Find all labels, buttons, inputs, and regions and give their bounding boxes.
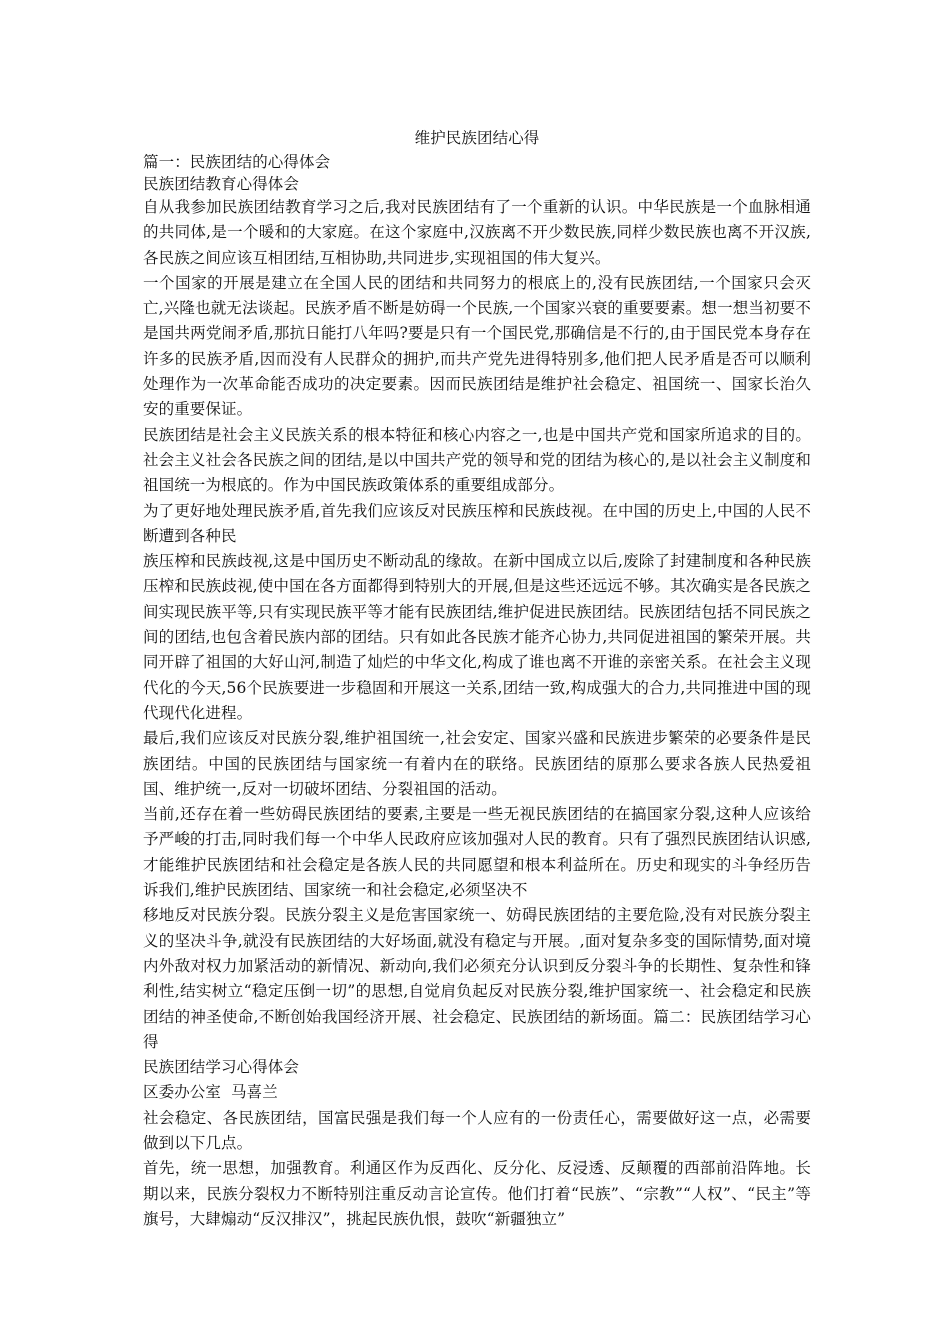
section2-subheading: 民族团结学习心得体会 [143, 1058, 300, 1077]
document-page [143, 127, 811, 1232]
paragraph: 自从我参加民族团结教育学习之后,我对民族团结有了一个重新的认识。中华民族是一个血脉相通的共同体,是一个暖和的大家庭。在这个家庭中,汉族离不开少数民族,同样少数民族也离不开汉族,各民族之间应该互相团结,互相协助,共同进步,实现祖国的伟大复兴。 [143, 198, 811, 267]
paragraph: 民族团结是社会主义民族关系的根本特征和核心内容之一,也是中国共产党和国家所追求的目的。社会主义社会各民族之间的团结,是以中国共产党的领导和党的团结为核心的,是以社会主义制度和祖国统一为根底的。作为中国民族政策体系的重要组成部分。 [143, 425, 811, 495]
paragraph: 移地反对民族分裂。民族分裂主义是危害国家统一、妨碍民族团结的主要危险,没有对民族分裂主义的坚决斗争,就没有民族团结的大好场面,就没有稳定与开展。,面对复杂多变的国际情势,面对境内外敌对权力加紧活动的新情况、新动向,我们必须充分认识到反分裂斗争的长期性、复杂性和锋利性,结实树立“稳定压倒一切”的思想,自觉肩负起反对民族分裂,维护国家统一、社会稳定和民族团结的神圣使命,不断创始我国经济开展、社会稳定、民族团结的新场面。篇二：民族团结学习心得 [143, 906, 811, 1051]
paragraph: 当前,还存在着一些妨碍民族团结的要素,主要是一些无视民族团结的在搞国家分裂,这种人应该给予严峻的打击,同时我们每一个中华人民政府应该加强对人民的教育。只有了强烈民族团结认识感,才能维护民族团结和社会稳定是各族人民的共同愿望和根本利益所在。历史和现实的斗争经历告诉我们,维护民族团结、国家统一和社会稳定,必须坚决不 [143, 805, 811, 900]
paragraph: 首先，统一思想，加强教育。利通区作为反西化、反分化、反浸透、反颠覆的西部前沿阵地。长期以来，民族分裂权力不断特别注重反动言论宣传。他们打着“民族”、“宗教”“人权”、“民主”等旗号，大肆煽动“反汉排汉”，挑起民族仇恨，鼓吹“新疆独立” [143, 1159, 811, 1228]
paragraph: 最后,我们应该反对民族分裂,维护祖国统一,社会安定、国家兴盛和民族进步繁荣的必要条件是民族团结。中国的民族团结与国家统一有着内在的联络。民族团结的原那么要求各族人民热爱祖国、维护统一,反对一切破坏团结、分裂祖国的活动。 [143, 729, 811, 798]
document-title: 维护民族团结心得 [414, 129, 540, 147]
section1-subheading: 民族团结教育心得体会 [143, 175, 300, 193]
section1-heading: 篇一：民族团结的心得体会 [143, 153, 331, 171]
paragraph: 为了更好地处理民族矛盾,首先我们应该反对民族压榨和民族歧视。在中国的历史上,中国的人民不断遭到各种民 [143, 501, 811, 545]
paragraph: 一个国家的开展是建立在全国人民的团结和共同努力的根底上的,没有民族团结,一个国家只会灭亡,兴隆也就无法谈起。民族矛盾不断是妨碍一个民族,一个国家兴衰的重要要素。想一想当初要不是国共两党闹矛盾,那抗日能打八年吗?要是只有一个国民党,那确信是不行的,由于国民党本身存在许多的民族矛盾,因而没有人民群众的拥护,而共产党先进得特别多,他们把人民矛盾是否可以顺利处理作为一次革命能否成功的决定要素。因而民族团结是维护社会稳定、祖国统一、国家长治久安的重要保证。 [143, 273, 811, 419]
paragraph: 族压榨和民族歧视,这是中国历史不断动乱的缘故。在新中国成立以后,废除了封建制度和各种民族压榨和民族歧视,使中国在各方面都得到特别大的开展,但是这些还远远不够。其次确实是各民族之间实现民族平等,只有实现民族平等才能有民族团结,维护促进民族团结。民族团结包括不同民族之间的团结,也包含着民族内部的团结。只有如此各民族才能齐心协力,共同促进祖国的繁荣开展。共同开辟了祖国的大好山河,制造了灿烂的中华文化,构成了谁也离不开谁的亲密关系。在社会主义现代化的今天,56个民族要进一步稳固和开展这一关系,团结一致,构成强大的合力,共同推进中国的现代现代化进程。 [143, 552, 811, 722]
author-line: 区委办公室 马喜兰 [143, 1083, 278, 1102]
paragraph: 社会稳定、各民族团结，国富民强是我们每一个人应有的一份责任心，需要做好这一点，必需要做到以下几点。 [143, 1108, 811, 1152]
